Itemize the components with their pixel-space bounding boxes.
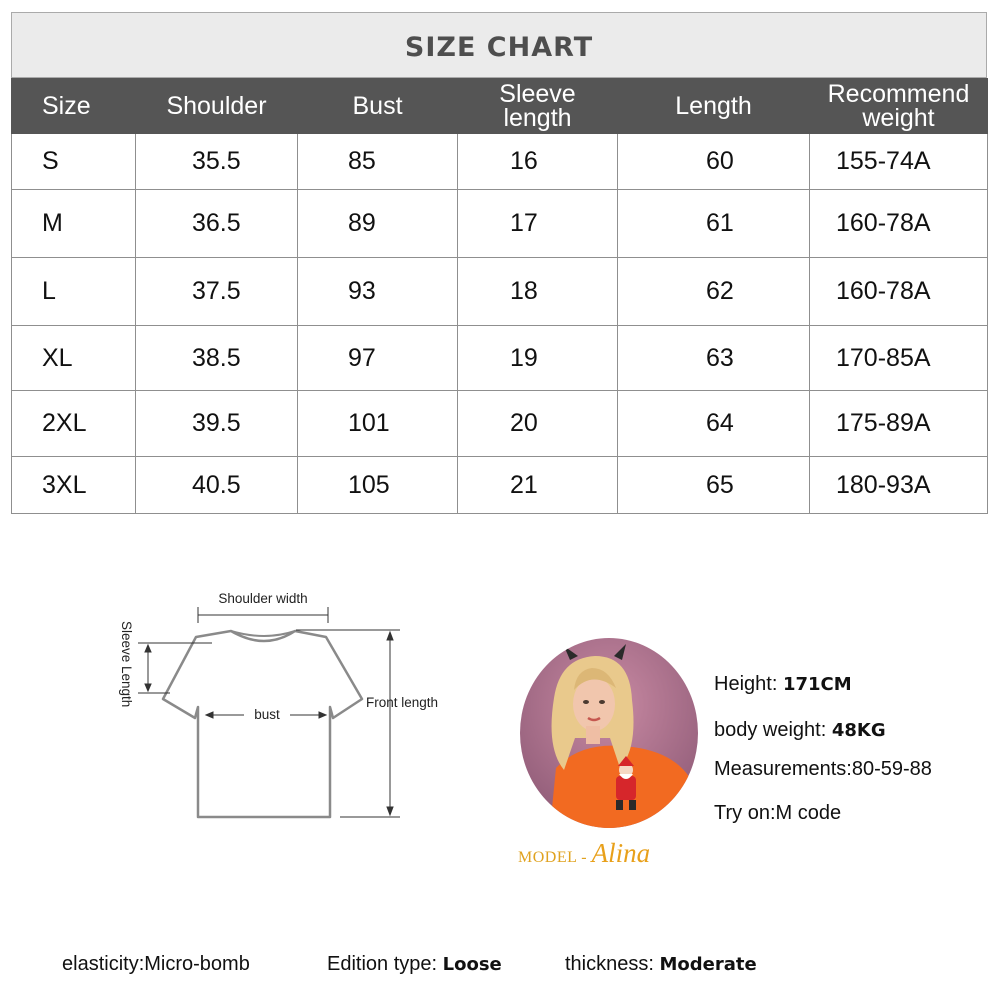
table-cell: 20 — [458, 391, 618, 457]
column-header — [136, 79, 298, 134]
front-length-label: Front length — [366, 695, 439, 710]
model-weight-label: body weight: — [714, 719, 827, 741]
column-header — [458, 79, 618, 134]
table-header-row — [12, 79, 988, 134]
footer-elasticity — [62, 953, 250, 976]
size-cell: S — [12, 134, 136, 190]
column-header-line: weight — [862, 104, 935, 132]
table-body — [12, 134, 988, 514]
column-header-line: Shoulder — [166, 92, 267, 120]
table-row — [12, 134, 988, 190]
shoulder-width-label: Shoulder width — [218, 591, 308, 606]
column-header-line: Length — [675, 92, 752, 120]
model-tryon-label: Try on: — [714, 802, 776, 824]
table-cell: 21 — [458, 457, 618, 514]
model-caption-name: Alina — [591, 838, 651, 868]
table-cell: 60 — [618, 134, 810, 190]
elasticity-label: elasticity: — [62, 953, 145, 975]
model-measurements-label: Measurements: — [714, 758, 852, 780]
table-cell: 40.5 — [136, 457, 298, 514]
table-cell: 170-85A — [810, 326, 988, 391]
column-header-line: Sleeve — [499, 80, 576, 108]
column-header-line: Recommend — [827, 80, 970, 108]
bust-label: bust — [254, 707, 280, 722]
size-cell: L — [12, 258, 136, 326]
footer-edition-type — [327, 953, 502, 976]
table-cell: 62 — [618, 258, 810, 326]
model-weight-value: 48KG — [831, 720, 886, 741]
table-cell: 180-93A — [810, 457, 988, 514]
model-try-on — [714, 802, 841, 825]
table-cell: 65 — [618, 457, 810, 514]
table-cell: 38.5 — [136, 326, 298, 391]
sleeve-length-label: Sleeve Length — [119, 621, 134, 708]
thickness-value: Moderate — [659, 954, 757, 975]
model-weight — [714, 719, 886, 742]
table-cell: 85 — [298, 134, 458, 190]
table-row — [12, 457, 988, 514]
table-cell: 17 — [458, 190, 618, 258]
edition-value: Loose — [442, 954, 502, 975]
table-cell: 105 — [298, 457, 458, 514]
table-cell: 89 — [298, 190, 458, 258]
table-cell: 64 — [618, 391, 810, 457]
size-table — [11, 78, 988, 514]
column-header-line: Bust — [352, 92, 403, 120]
column-header — [810, 79, 988, 134]
model-caption — [518, 838, 650, 869]
model-height-label: Height: — [714, 673, 778, 695]
size-cell: 3XL — [12, 457, 136, 514]
elasticity-value: Micro-bomb — [144, 953, 250, 975]
table-cell: 160-78A — [810, 190, 988, 258]
table-cell: 101 — [298, 391, 458, 457]
table-cell: 36.5 — [136, 190, 298, 258]
column-header — [12, 79, 136, 134]
table-row — [12, 391, 988, 457]
column-header-line: Size — [42, 92, 91, 120]
table-row — [12, 326, 988, 391]
side-seam-lines — [198, 760, 330, 780]
table-cell: 35.5 — [136, 134, 298, 190]
table-cell: 61 — [618, 190, 810, 258]
footer-thickness — [565, 953, 757, 976]
table-cell: 97 — [298, 326, 458, 391]
edition-label: Edition type: — [327, 953, 438, 975]
tshirt-outline-icon — [163, 631, 362, 817]
size-chart-title-bar — [11, 12, 987, 78]
table-cell: 93 — [298, 258, 458, 326]
model-height — [714, 673, 852, 696]
table-cell: 160-78A — [810, 258, 988, 326]
table-cell: 63 — [618, 326, 810, 391]
model-height-value: 171CM — [782, 674, 852, 695]
model-caption-prefix: MODEL - — [518, 849, 588, 866]
size-cell: XL — [12, 326, 136, 391]
table-cell: 175-89A — [810, 391, 988, 457]
model-tryon-value: M code — [775, 802, 842, 824]
table-cell: 37.5 — [136, 258, 298, 326]
table-cell: 16 — [458, 134, 618, 190]
table-row — [12, 190, 988, 258]
table-row — [12, 258, 988, 326]
table-cell: 155-74A — [810, 134, 988, 190]
model-photo — [520, 638, 698, 828]
column-header — [618, 79, 810, 134]
column-header — [298, 79, 458, 134]
size-cell: M — [12, 190, 136, 258]
thickness-label: thickness: — [565, 953, 654, 975]
model-measurements-value: 80-59-88 — [851, 758, 932, 780]
table-cell: 39.5 — [136, 391, 298, 457]
size-cell: 2XL — [12, 391, 136, 457]
garment-measurement-diagram — [100, 585, 470, 835]
size-chart-title: SIZE CHART — [404, 31, 594, 63]
column-header-line: length — [503, 104, 572, 132]
table-cell: 19 — [458, 326, 618, 391]
table-cell: 18 — [458, 258, 618, 326]
model-measurements — [714, 758, 932, 781]
